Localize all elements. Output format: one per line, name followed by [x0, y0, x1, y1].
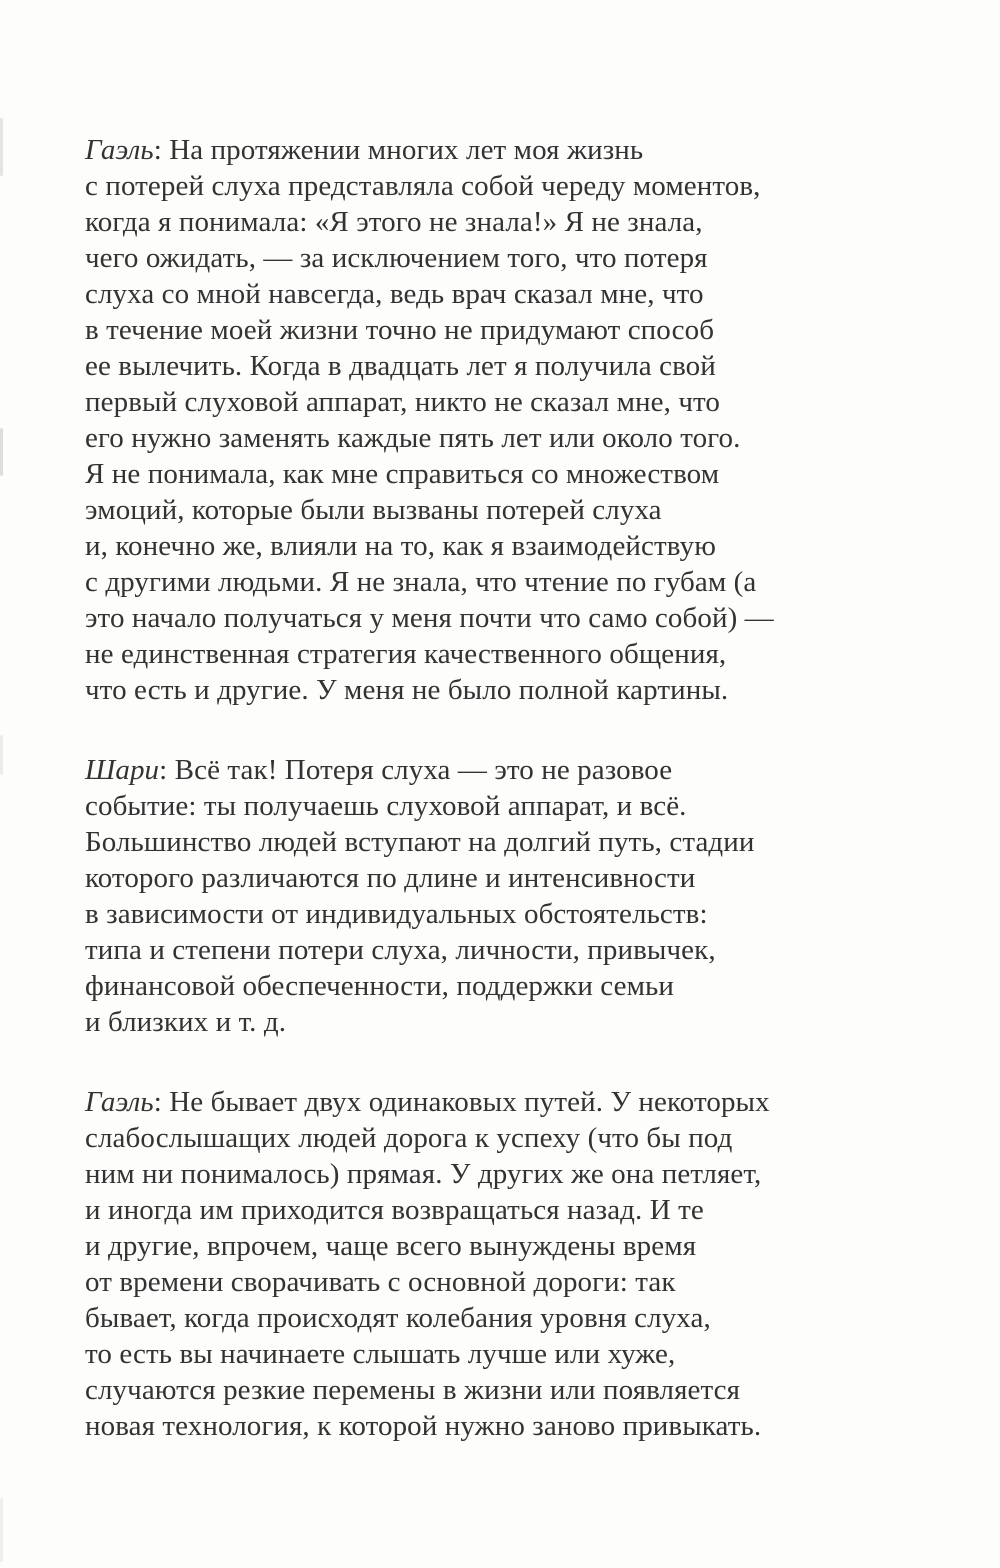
text-line: слабослышащих людей дорога к успеху (что бы под: [85, 1122, 733, 1154]
text-line: событие: ты получаешь слуховой аппарат, и всё.: [85, 790, 687, 822]
speaker-separator: :: [153, 1086, 170, 1118]
text-line: Большинство людей вступают на долгий путь, стадии: [85, 826, 755, 858]
text-line: [85, 132, 885, 168]
paragraph-gael-2: [85, 1084, 885, 1444]
text-line: [85, 752, 885, 788]
speaker-name: Шари: [85, 754, 160, 786]
paragraph-gael-1: [85, 132, 885, 708]
scan-edge-artifact: [0, 1498, 3, 1562]
scan-edge-artifact: [0, 735, 3, 775]
text-line: то есть вы начинаете слышать лучше или хуже,: [85, 1338, 676, 1370]
line-text: На протяжении многих лет моя жизнь: [169, 134, 644, 166]
text-line: его нужно заменять каждые пять лет или около того.: [85, 422, 741, 454]
text-line: Я не понимала, как мне справиться со множеством: [85, 458, 720, 490]
text-line: чего ожидать, — за исключением того, что потеря: [85, 242, 708, 274]
text-line: в зависимости от индивидуальных обстоятельств:: [85, 898, 708, 930]
text-line: случаются резкие перемены в жизни или появляется: [85, 1374, 741, 1406]
line-text: Не бывает двух одинаковых путей. У некоторых: [169, 1086, 770, 1118]
text-line: слуха со мной навсегда, ведь врач сказал мне, что: [85, 278, 704, 310]
text-line: и иногда им приходится возвращаться назад. И те: [85, 1194, 704, 1226]
page-text-block: [85, 132, 885, 1488]
scan-edge-artifact: [0, 118, 3, 176]
speaker-name: Гаэль: [85, 1086, 154, 1118]
text-line: [85, 1084, 885, 1120]
scan-edge-artifact: [0, 428, 3, 476]
text-line: которого различаются по длине и интенсивности: [85, 862, 696, 894]
text-line: и близких и т. д.: [85, 1006, 287, 1038]
text-line: ее вылечить. Когда в двадцать лет я получила свой: [85, 350, 716, 382]
text-line: в течение моей жизни точно не придумают способ: [85, 314, 715, 346]
text-line: новая технология, к которой нужно заново привыкать.: [85, 1410, 762, 1442]
speaker-separator: :: [153, 134, 170, 166]
text-line: типа и степени потери слуха, личности, привычек,: [85, 934, 716, 966]
text-line: ним ни понималось) прямая. У других же она петляет,: [85, 1158, 762, 1190]
text-line: с потерей слуха представляла собой череду моментов,: [85, 170, 761, 202]
text-line: первый слуховой аппарат, никто не сказал мне, что: [85, 386, 720, 418]
paragraph-shari: [85, 752, 885, 1040]
text-line: от времени сворачивать с основной дороги: так: [85, 1266, 676, 1298]
text-line: что есть и другие. У меня не было полной картины.: [85, 674, 729, 706]
text-line: это начало получаться у меня почти что само собой) —: [85, 602, 774, 634]
text-line: и, конечно же, влияли на то, как я взаимодействую: [85, 530, 716, 562]
text-line: финансовой обеспеченности, поддержки семьи: [85, 970, 674, 1002]
speaker-separator: :: [159, 754, 175, 786]
speaker-name: Гаэль: [85, 134, 154, 166]
text-line: с другими людьми. Я не знала, что чтение по губам (а: [85, 566, 757, 598]
text-line: бывает, когда происходят колебания уровня слуха,: [85, 1302, 711, 1334]
text-line: эмоций, которые были вызваны потерей слуха: [85, 494, 662, 526]
text-line: не единственная стратегия качественного общения,: [85, 638, 727, 670]
text-line: когда я понимала: «Я этого не знала!» Я не знала,: [85, 206, 703, 238]
line-text: Всё так! Потеря слуха — это не разовое: [174, 754, 673, 786]
text-line: и другие, впрочем, чаще всего вынуждены время: [85, 1230, 697, 1262]
